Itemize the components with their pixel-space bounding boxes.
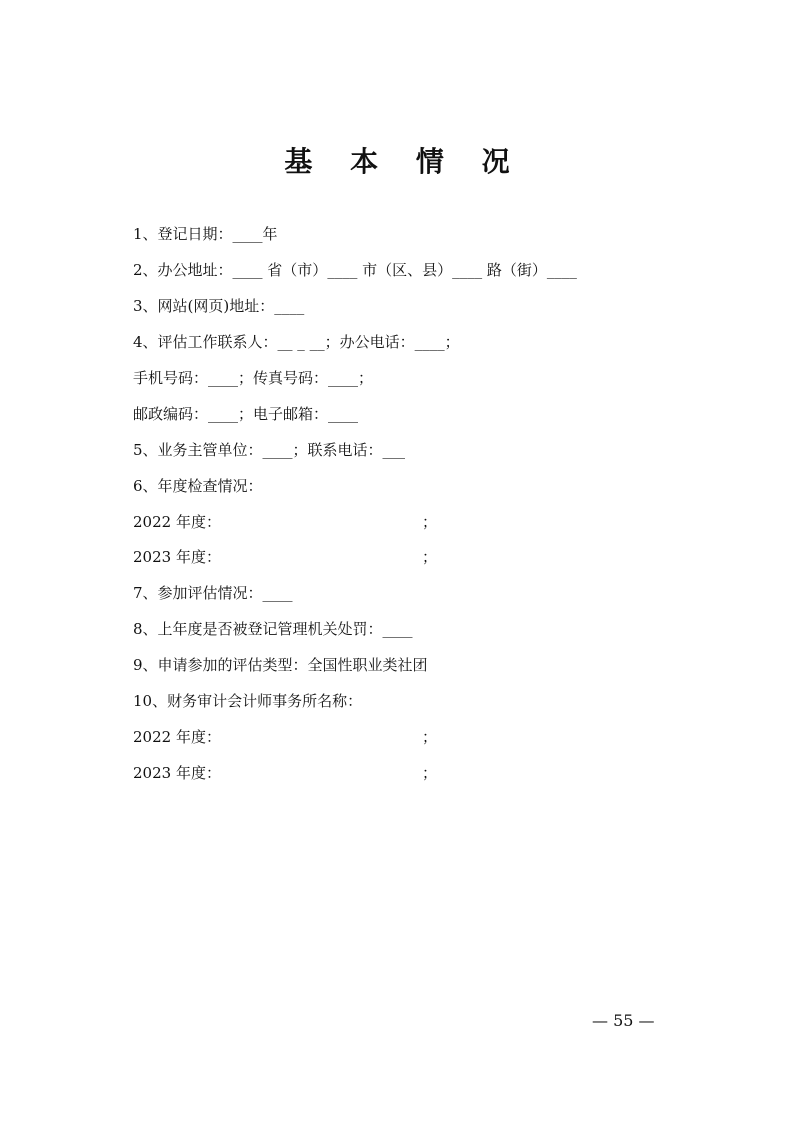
inspection-2022-semicolon: ； bbox=[422, 513, 438, 531]
inspection-2023-semicolon: ； bbox=[422, 548, 438, 566]
audit-2022-semicolon: ； bbox=[422, 728, 438, 746]
inspection-2022-line: 2022 年度： bbox=[133, 513, 221, 531]
penalty-line: 8、上年度是否被登记管理机关处罚：____ bbox=[133, 620, 413, 638]
mobile-fax-line: 手机号码：____；传真号码：____； bbox=[133, 369, 374, 387]
registration-date-line: 1、登记日期：____年 bbox=[133, 225, 278, 243]
contact-person-line: 4、评估工作联系人：__ _ __；办公电话：____； bbox=[133, 333, 460, 351]
inspection-2023-line: 2023 年度： bbox=[133, 548, 221, 566]
audit-2022-line: 2022 年度： bbox=[133, 728, 221, 746]
audit-firm-heading: 10、财务审计会计师事务所名称： bbox=[133, 692, 363, 710]
annual-inspection-heading: 6、年度检查情况： bbox=[133, 477, 263, 495]
office-address-line: 2、办公地址：____ 省（市）____ 市（区、县）____ 路（街）____ bbox=[133, 261, 577, 279]
page-number: — 55 — bbox=[592, 1011, 655, 1030]
supervising-unit-line: 5、业务主管单位：____；联系电话：___ bbox=[133, 441, 406, 459]
audit-2023-semicolon: ； bbox=[422, 764, 438, 782]
postcode-email-line: 邮政编码：____；电子邮箱：____ bbox=[133, 405, 359, 423]
website-address-line: 3、网站(网页)地址：____ bbox=[133, 297, 305, 315]
evaluation-type-line: 9、申请参加的评估类型：全国性职业类社团 bbox=[133, 656, 428, 674]
audit-2023-line: 2023 年度： bbox=[133, 764, 221, 782]
evaluation-participation-line: 7、参加评估情况：____ bbox=[133, 584, 293, 602]
page-title: 基 本 情 况 bbox=[284, 145, 524, 178]
